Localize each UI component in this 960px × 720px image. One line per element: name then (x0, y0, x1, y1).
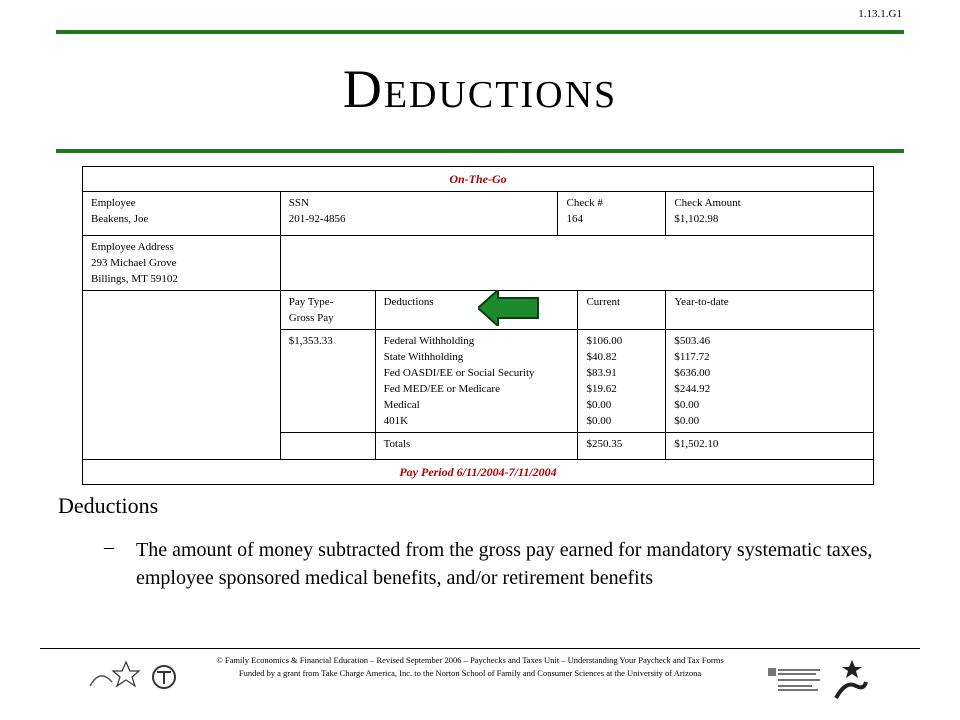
bullet-dash: – (104, 536, 114, 558)
ssn-label: SSN (288, 197, 309, 209)
deduction-current: $19.62 (586, 383, 617, 395)
deduction-current: $0.00 (586, 399, 612, 411)
employee-cell (83, 192, 281, 236)
deduction-ytd: $0.00 (674, 415, 700, 427)
left-arrow-icon (478, 290, 540, 326)
deduction-ytd: $244.92 (674, 383, 711, 395)
take-charge-america-logo (86, 660, 182, 692)
address-blank-cell (280, 236, 873, 291)
deduction-name: Fed MED/EE or Medicare (383, 383, 500, 395)
deduction-name: Federal Withholding (383, 335, 475, 347)
deduction-current: $106.00 (586, 335, 623, 347)
section-heading: Deductions (58, 493, 159, 518)
deduction-ytd: $636.00 (674, 367, 711, 379)
slide-code: 1.13.1.G1 (858, 8, 902, 20)
totals-ytd: $1,502.10 (666, 433, 874, 460)
totals-current: $250.35 (578, 433, 666, 460)
company-banner: On-The-Go (83, 167, 874, 192)
employee-label: Employee (91, 197, 136, 209)
deduction-ytd: $503.46 (674, 335, 711, 347)
deduction-ytd-cell (666, 330, 874, 433)
deduction-current-cell (578, 330, 666, 433)
deduction-name: Medical (383, 399, 420, 411)
page-title: Deductions (342, 59, 618, 119)
footer-line-2: Funded by a grant from Take Charge America, Inc. to the Norton School of Family and Consumer Sciences at the University of Arizona (238, 668, 702, 678)
norton-school-logo (766, 656, 870, 700)
ytd-header: Year-to-date (666, 291, 874, 330)
pay-type-header-line-1: Pay Type- (288, 296, 334, 308)
check-amount-value: $1,102.98 (674, 213, 719, 225)
deduction-ytd: $0.00 (674, 399, 700, 411)
pay-period-banner: Pay Period 6/11/2004-7/11/2004 (83, 460, 874, 485)
top-green-rule (56, 30, 904, 34)
address-line-2: Billings, MT 59102 (91, 273, 178, 285)
deduction-names-cell (375, 330, 578, 433)
employee-name: Beakens, Joe (91, 213, 149, 225)
title-green-rule (56, 149, 904, 153)
deduction-name: 401K (383, 415, 409, 427)
check-number-label: Check # (566, 197, 603, 209)
totals-blank-cell (280, 433, 375, 460)
left-blank-cell (83, 291, 281, 460)
pay-type-header (280, 291, 375, 330)
check-amount-label: Check Amount (674, 197, 741, 209)
deductions-header: Deductions (375, 291, 578, 330)
check-amount-cell (666, 192, 874, 236)
deduction-ytd: $117.72 (674, 351, 710, 363)
check-number-cell (558, 192, 666, 236)
footer-line-1: © Family Economics & Financial Education – Revised September 2006 – Paychecks and Taxes Unit – Understanding Your Paycheck and Tax Forms (216, 655, 724, 665)
ssn-cell (280, 192, 558, 236)
footer-text (170, 654, 770, 680)
ssn-value: 201-92-4856 (288, 213, 346, 225)
deduction-current: $83.91 (586, 367, 617, 379)
pay-type-header-line-2: Gross Pay (288, 312, 334, 324)
address-line-1: 293 Michael Grove (91, 257, 177, 269)
deduction-current: $40.82 (586, 351, 617, 363)
deduction-name: Fed OASDI/EE or Social Security (383, 367, 535, 379)
current-header: Current (578, 291, 666, 330)
footer-rule (40, 648, 920, 649)
totals-label: Totals (375, 433, 578, 460)
address-cell (83, 236, 281, 291)
address-label: Employee Address (91, 241, 174, 253)
bullet-text: The amount of money subtracted from the gross pay earned for mandatory systematic taxes, employee sponsored medical benefits, and/or retirement benefits (136, 539, 873, 589)
deduction-current: $0.00 (586, 415, 612, 427)
deduction-name: State Withholding (383, 351, 464, 363)
gross-pay-value: $1,353.33 (280, 330, 375, 433)
check-number-value: 164 (566, 213, 583, 225)
